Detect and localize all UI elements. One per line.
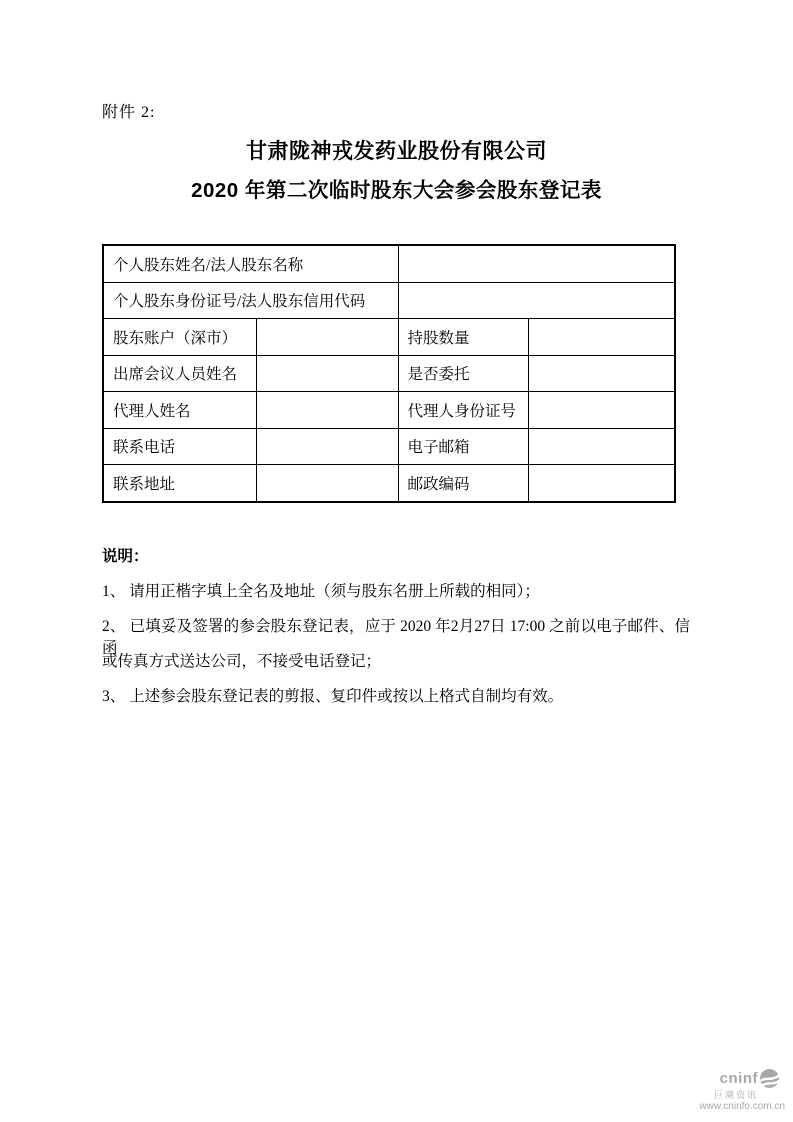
row-label-shares-held: 持股数量 [398, 319, 528, 356]
row-value-id-number [398, 282, 675, 319]
cninfo-swirl-icon [759, 1068, 780, 1089]
company-title: 甘肃陇神戎发药业股份有限公司 [246, 140, 547, 163]
row-label-attendee-name: 出席会议人员姓名 [103, 355, 256, 392]
row-label-shareholder-account: 股东账户（深市） [103, 319, 256, 356]
attachment-label: 附件 2: [102, 104, 156, 121]
cninfo-logo-text: cninf [719, 1070, 758, 1087]
note-item-1: 1、 请用正楷字填上全名及地址（须与股东名册上所载的相同）； [102, 583, 540, 600]
row-value-shareholder-account [256, 319, 398, 356]
row-value-phone [256, 428, 398, 465]
cninfo-watermark [668, 1068, 788, 1112]
row-label-shareholder-name: 个人股东姓名/法人股东名称 [103, 245, 398, 282]
table-row [103, 392, 675, 429]
table-row [103, 282, 675, 319]
row-label-proxy-id: 代理人身份证号 [398, 392, 528, 429]
form-title: 2020 年第二次临时股东大会参会股东登记表 [191, 179, 602, 202]
cninfo-brand-chinese: 巨潮资讯 [713, 1090, 758, 1100]
cninfo-url: www.cninfo.com.cn [699, 1101, 785, 1112]
row-label-is-proxy: 是否委托 [398, 355, 528, 392]
row-label-id-number: 个人股东身份证号/法人股东信用代码 [103, 282, 398, 319]
row-value-attendee-name [256, 355, 398, 392]
row-label-address: 联系地址 [103, 465, 256, 502]
row-value-shareholder-name [398, 245, 675, 282]
table-row [103, 465, 675, 502]
row-value-is-proxy [528, 355, 675, 392]
note-item-2-line-2: 或传真方式送达公司，不接受电话登记； [102, 653, 382, 670]
table-row [103, 245, 675, 282]
row-value-shares-held [528, 319, 675, 356]
row-value-proxy-name [256, 392, 398, 429]
row-value-postcode [528, 465, 675, 502]
row-label-proxy-name: 代理人姓名 [103, 392, 256, 429]
row-label-email: 电子邮箱 [398, 428, 528, 465]
row-value-proxy-id [528, 392, 675, 429]
shareholder-registration-table [102, 244, 676, 503]
cninfo-logo [668, 1068, 788, 1089]
note-item-2-line-1: 2、 已填妥及签署的参会股东登记表，应于 2020 年2月27日 17:00 之前以电子邮件、信函 [102, 618, 690, 657]
table-row [103, 355, 675, 392]
notes-heading: 说明： [102, 548, 149, 565]
row-label-phone: 联系电话 [103, 428, 256, 465]
table-row [103, 428, 675, 465]
row-value-email [528, 428, 675, 465]
note-item-3: 3、 上述参会股东登记表的剪报、复印件或按以上格式自制均有效。 [102, 688, 564, 705]
table-row [103, 319, 675, 356]
row-value-address [256, 465, 398, 502]
row-label-postcode: 邮政编码 [398, 465, 528, 502]
